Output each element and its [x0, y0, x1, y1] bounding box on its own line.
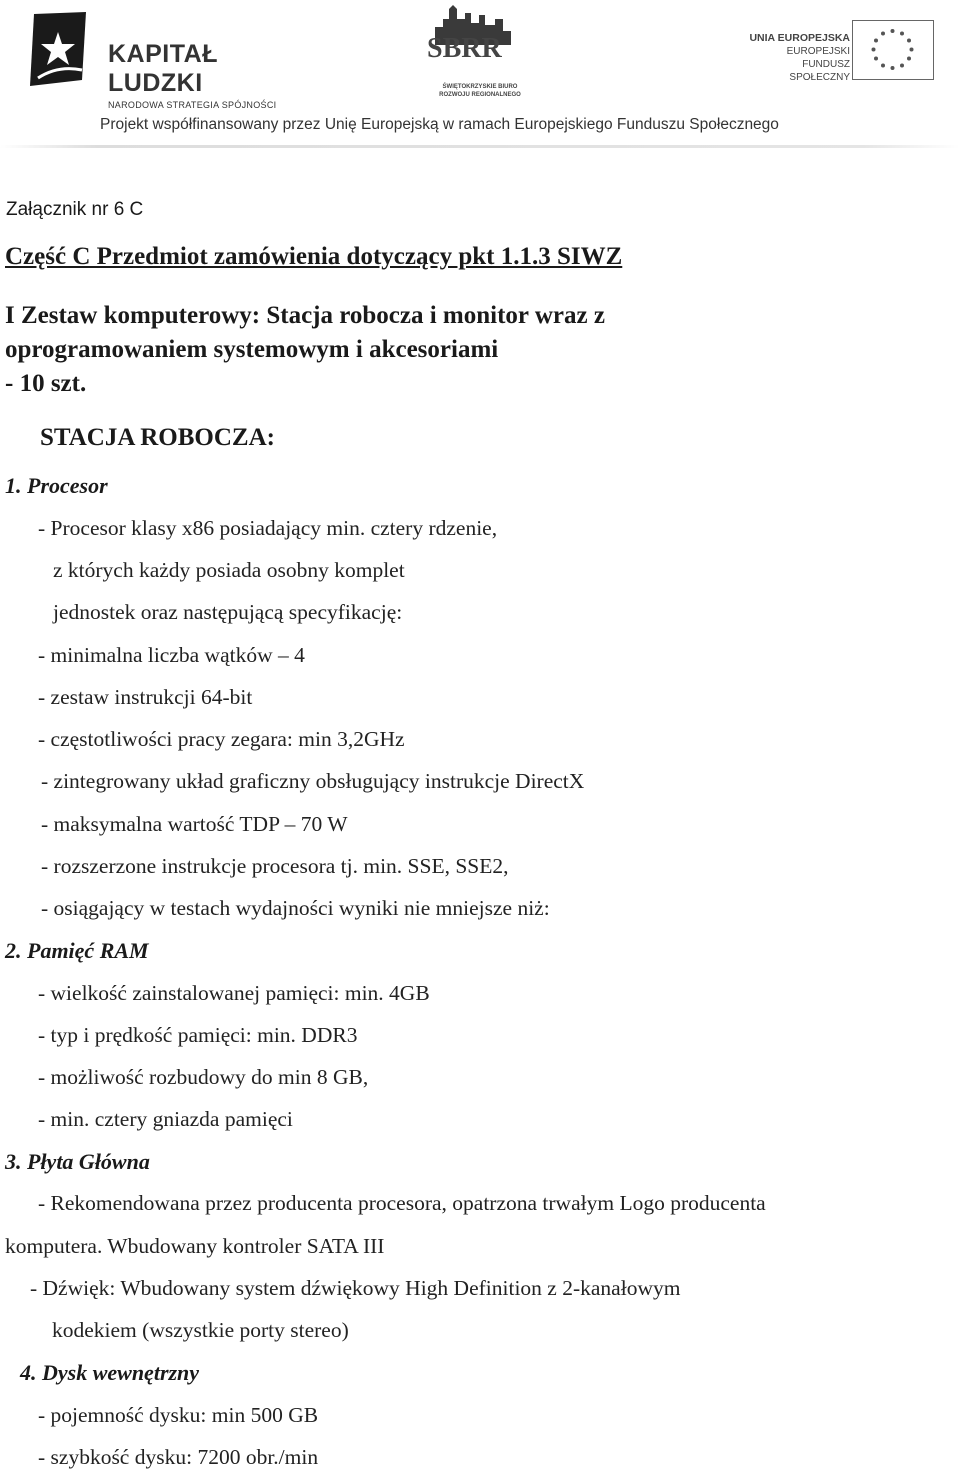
- sbrr-name: SBRR: [427, 33, 502, 64]
- spec-line: - zestaw instrukcji 64-bit: [38, 685, 253, 709]
- spec-line: kodekiem (wszystkie porty stereo): [52, 1318, 349, 1342]
- station-heading: STACJA ROBOCZA:: [40, 424, 275, 451]
- spec-line: z których każdy posiada osobny komplet: [53, 558, 405, 582]
- spec-line: - Procesor klasy x86 posiadający min. cztery rdzenie,: [38, 516, 498, 540]
- spec-line: jednostek oraz następującą specyfikację:: [53, 600, 403, 624]
- eu-flag-icon: [852, 20, 934, 80]
- set-title-line1: I Zestaw komputerowy: Stacja robocza i monitor wraz z: [5, 302, 605, 329]
- kl-title: KAPITAŁ LUDZKI: [108, 40, 218, 97]
- spec-line: - pojemność dysku: min 500 GB: [38, 1403, 319, 1427]
- spec-line: - minimalna liczba wątków – 4: [38, 643, 305, 667]
- spec-line: - wielkość zainstalowanej pamięci: min. 4GB: [38, 981, 430, 1005]
- sbrr-sub-line2: ROZWOJU REGIONALNEGO: [439, 92, 521, 98]
- set-title-line3: - 10 szt.: [5, 370, 87, 397]
- page-header: [0, 0, 960, 160]
- spec-line: komputera. Wbudowany kontroler SATA III: [5, 1234, 385, 1258]
- header-divider: [0, 145, 960, 148]
- sbrr-subtitle: [425, 83, 535, 99]
- sbrr-logo: [415, 5, 535, 100]
- eu-line3: FUNDUSZ SPOŁECZNY: [789, 59, 850, 83]
- star-emblem-icon: [28, 10, 90, 90]
- section-motherboard: 3. Płyta Główna: [5, 1149, 150, 1174]
- spec-line: - osiągający w testach wydajności wyniki nie mniejsze niż:: [41, 896, 550, 920]
- spec-line: - min. cztery gniazda pamięci: [38, 1107, 293, 1131]
- section-ram: 2. Pamięć RAM: [5, 938, 149, 963]
- spec-line: - Rekomendowana przez producenta procesora, opatrzona trwałym Logo producenta: [38, 1191, 766, 1215]
- kl-subtitle: NARODOWA STRATEGIA SPÓJNOŚCI: [108, 100, 277, 110]
- eu-logo: [740, 20, 940, 90]
- sbrr-sub-line1: ŚWIĘTOKRZYSKIE BIURO: [442, 84, 518, 90]
- kapital-ludzki-logo: [28, 10, 308, 110]
- spec-line: - Dźwięk: Wbudowany system dźwiękowy High Definition z 2-kanałowym: [30, 1276, 681, 1300]
- spec-line: - szybkość dysku: 7200 obr./min: [38, 1445, 319, 1469]
- spec-line: - zintegrowany układ graficzny obsługujący instrukcje DirectX: [41, 769, 585, 793]
- spec-line: - maksymalna wartość TDP – 70 W: [41, 812, 348, 836]
- section-disk: 4. Dysk wewnętrzny: [20, 1360, 200, 1385]
- spec-line: - możliwość rozbudowy do min 8 GB,: [38, 1065, 369, 1089]
- set-title-line2: oprogramowaniem systemowym i akcesoriami: [5, 336, 499, 363]
- eu-stars-icon: [853, 21, 932, 78]
- part-title: Część C Przedmiot zamówienia dotyczący pkt 1.1.3 SIWZ: [5, 243, 623, 270]
- cofinancing-banner: Projekt współfinansowany przez Unię Europejską w ramach Europejskiego Funduszu Społecznego: [100, 116, 779, 133]
- spec-line: - rozszerzone instrukcje procesora tj. min. SSE, SSE2,: [41, 854, 509, 878]
- spec-line: - typ i prędkość pamięci: min. DDR3: [38, 1023, 358, 1047]
- eu-line2: EUROPEJSKI: [786, 46, 850, 57]
- annex-label: Załącznik nr 6 C: [6, 199, 144, 220]
- spec-line: - częstotliwości pracy zegara: min 3,2GHz: [38, 727, 405, 751]
- eu-title: UNIA EUROPEJSKA: [749, 32, 850, 44]
- section-processor: 1. Procesor: [5, 473, 108, 498]
- kapital-ludzki-text: [108, 40, 308, 110]
- eu-text: [740, 32, 850, 84]
